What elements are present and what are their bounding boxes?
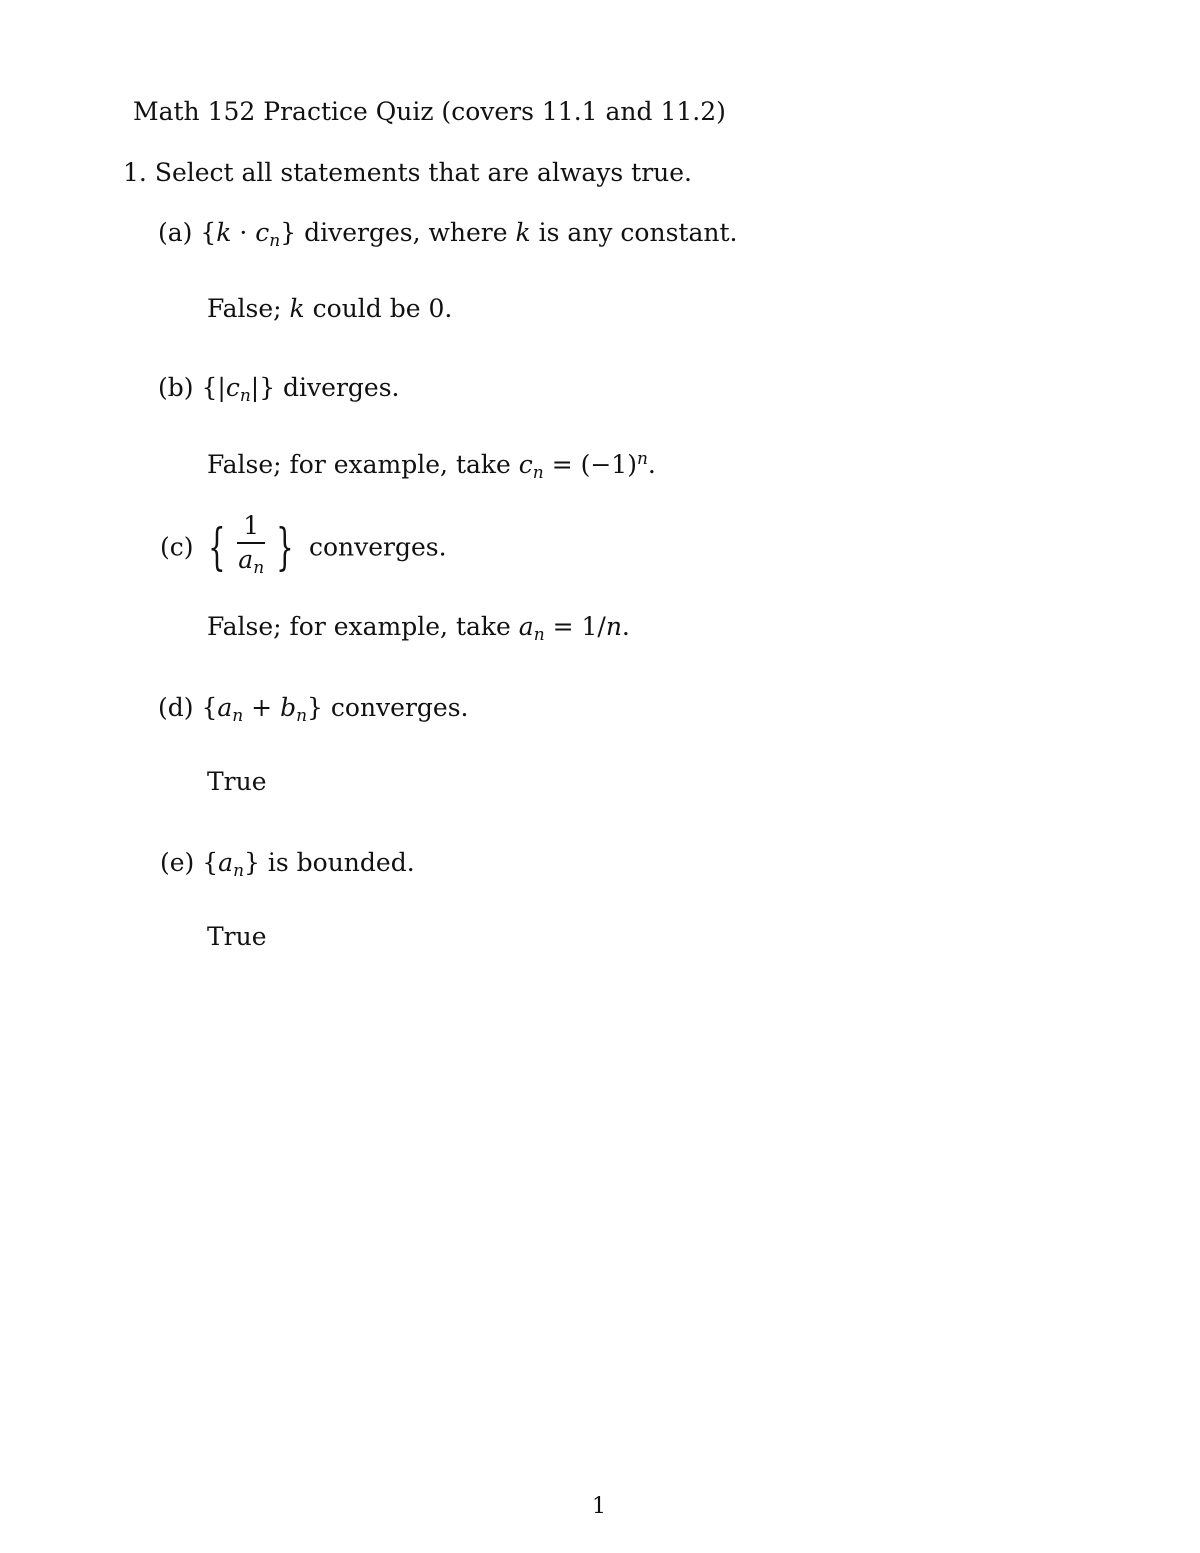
part-e-sub: n: [233, 861, 245, 881]
part-a-label: (a): [158, 218, 193, 247]
part-b-answer-mid: = (−1): [543, 450, 637, 479]
part-b-answer-prefix: False; for example, take: [207, 450, 519, 479]
part-a-statement: [158, 218, 737, 251]
part-c-answer-sub: n: [533, 625, 545, 645]
part-b-statement: [158, 373, 400, 406]
part-e-label: (e): [160, 848, 195, 877]
part-d-sub2: n: [296, 706, 308, 726]
question-1: [123, 158, 692, 187]
part-c-answer: [207, 612, 630, 645]
part-d-var-a: a: [217, 693, 233, 722]
part-d-var-b: b: [280, 693, 297, 722]
part-b-answer: [207, 449, 656, 483]
part-a-dot: ·: [231, 218, 256, 247]
part-e-text: } is bounded.: [244, 848, 415, 877]
part-c-fraction-denominator: [237, 544, 265, 582]
part-b-open: {|: [201, 373, 226, 402]
part-c-brace-close: }: [276, 518, 294, 576]
question-prompt: Select all statements that are always true.: [154, 158, 692, 187]
part-c-text: converges.: [308, 532, 447, 562]
part-d-sub1: n: [232, 706, 244, 726]
question-number: 1.: [123, 158, 147, 187]
part-a-text-end: is any constant.: [530, 218, 738, 247]
part-b-answer-sub: n: [532, 463, 544, 483]
part-c-answer-end: .: [621, 612, 630, 641]
part-d-answer: True: [207, 767, 267, 796]
part-d-text: } converges.: [307, 693, 469, 722]
part-d-plus: +: [243, 693, 281, 722]
part-c-fraction: [237, 512, 265, 582]
part-b-answer-sup: n: [636, 449, 648, 469]
document-title: Math 152 Practice Quiz (covers 11.1 and 11.2): [133, 97, 726, 126]
part-c-brace-open: {: [208, 518, 227, 576]
part-c-answer-prefix: False; for example, take: [207, 612, 519, 641]
part-e-statement: [160, 848, 415, 881]
page-number: 1: [592, 1494, 606, 1519]
part-a-sub-n: n: [269, 231, 281, 251]
part-d-label: (d): [158, 693, 194, 722]
part-a-var-c: c: [255, 218, 270, 247]
part-a-text: } diverges, where: [280, 218, 516, 247]
part-c-label: (c): [160, 532, 194, 562]
part-c-answer-var: a: [518, 612, 534, 641]
part-b-var-c: c: [225, 373, 240, 402]
part-d-open: {: [201, 693, 218, 722]
part-d-statement: [158, 693, 469, 726]
part-b-label: (b): [158, 373, 194, 402]
part-a-answer: [207, 294, 452, 323]
part-a-var-k2: k: [515, 218, 531, 247]
part-c-answer-var2: n: [605, 612, 622, 641]
part-a-answer-suffix: could be 0.: [304, 294, 453, 323]
part-c-den-sub: n: [253, 558, 265, 578]
part-e-open: {: [202, 848, 219, 877]
part-c-den-var: a: [238, 545, 254, 574]
part-c-statement: [160, 512, 447, 582]
part-b-sub-n: n: [239, 386, 251, 406]
part-a-var-k: k: [216, 218, 232, 247]
part-a-answer-prefix: False;: [207, 294, 290, 323]
part-c-answer-mid: = 1/: [544, 612, 606, 641]
part-a-brace-open: {: [200, 218, 217, 247]
part-a-answer-var: k: [289, 294, 305, 323]
part-c-fraction-numerator: 1: [237, 512, 265, 544]
part-e-var-a: a: [218, 848, 234, 877]
part-b-answer-var: c: [518, 450, 533, 479]
part-e-answer: True: [207, 922, 267, 951]
part-b-text: |} diverges.: [250, 373, 400, 402]
part-b-answer-end: .: [647, 450, 656, 479]
